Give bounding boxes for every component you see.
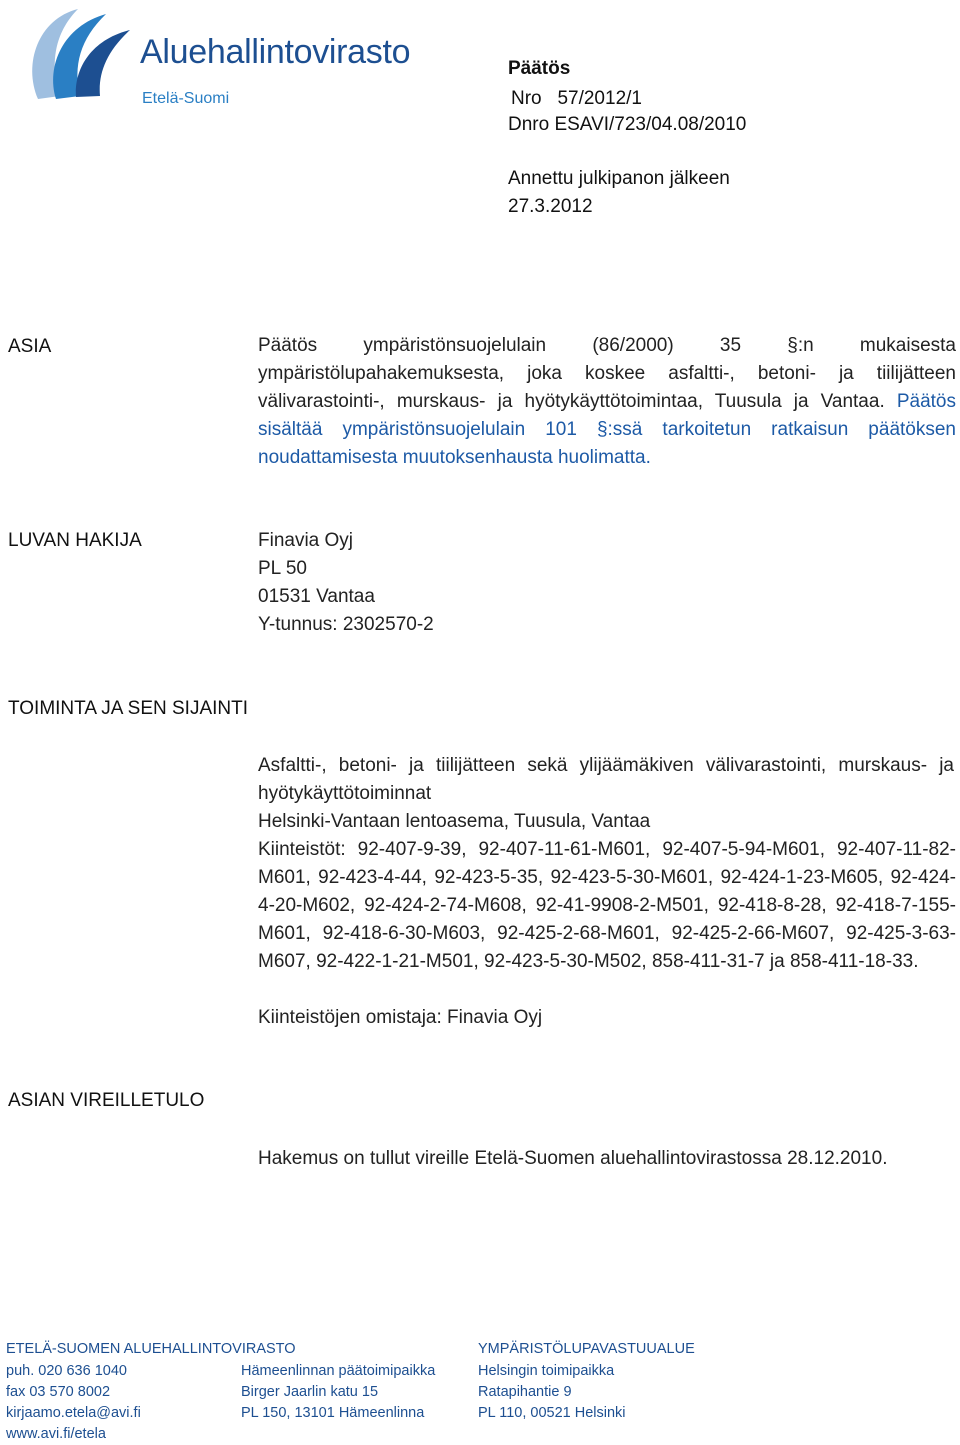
footer-phone: puh. 020 636 1040 — [6, 1363, 127, 1379]
aluehallintovirasto-logo-icon — [18, 4, 136, 104]
footer-office-postal: PL 110, 00521 Helsinki — [478, 1405, 626, 1421]
footer-email-link[interactable]: kirjaamo.etela@avi.fi — [6, 1405, 141, 1421]
given-label: Annettu julkipanon jälkeen — [508, 168, 730, 189]
section-label-hakija: LUVAN HAKIJA — [8, 530, 142, 551]
activity-text: Asfaltti-, betoni- ja tiilijätteen sekä ylijäämäkiven välivarastointi, murskaus- ja hyötykäyttötoiminnat — [258, 755, 954, 804]
applicant-postal: 01531 Vantaa — [258, 586, 375, 607]
applicant-business-id: Y-tunnus: 2302570-2 — [258, 614, 434, 635]
given-date: 27.3.2012 — [508, 196, 593, 217]
decision-number: Nro 57/2012/1 — [511, 88, 642, 109]
owner-text: Kiinteistöjen omistaja: Finavia Oyj — [258, 1007, 543, 1028]
section-text-asia — [258, 332, 956, 472]
logo-wordmark: Aluehallintovirasto — [140, 33, 411, 71]
vireilletulo-text: Hakemus on tullut vireille Etelä-Suomen aluehallintovirastossa 28.12.2010. — [258, 1148, 888, 1169]
applicant-name: Finavia Oyj — [258, 530, 354, 551]
applicant-po-box: PL 50 — [258, 558, 307, 579]
properties-text: Kiinteistöt: 92-407-9-39, 92-407-11-61-M601, 92-407-5-94-M601, 92-407-11-82-M601, 92-423-4-44, 92-423-5-35, 92-423-5-30-M601, 92-424-1-23-M605, 92-424-4-20-M602, 92-424-2-74-M608, 92-41-9908-2-M501, 92-418-8-28, 92-418-7-155-M601, 92-418-6-30-M603, 92-425-2-68-M601, 92-425-2-66-M607, 92-425-3-63-M607, 92-422-1-21-M501, 92-423-5-30-M502, 858-411-31-7 ja 858-411-18-33. — [258, 839, 956, 972]
footer-office-title: Helsingin toimipaikka — [478, 1363, 615, 1379]
footer-fax: fax 03 570 8002 — [6, 1384, 111, 1400]
dnro: Dnro ESAVI/723/04.08/2010 — [508, 114, 747, 135]
document-type: Päätös — [508, 58, 571, 79]
footer-hq-street: Birger Jaarlin katu 15 — [241, 1384, 379, 1400]
footer-col-helsinki — [478, 1361, 626, 1424]
footer-col-hameenlinna — [241, 1361, 435, 1424]
footer-hq-postal: PL 150, 13101 Hämeenlinna — [241, 1405, 425, 1421]
asia-text-main: Päätös ympäristönsuojelulain (86/2000) 35 §:n mukaisesta ympäristölupahakemuksesta, joka koskee asfaltti-, betoni- ja tiilijätteen välivarastointi-, murskaus- ja hyötykäyttötoimintaa, Tuusula ja Vantaa. — [258, 335, 956, 412]
section-label-vireilletulo: ASIAN VIREILLETULO — [8, 1090, 205, 1111]
footer-org: ETELÄ-SUOMEN ALUEHALLINTOVIRASTO — [6, 1341, 296, 1357]
location-text: Helsinki-Vantaan lentoasema, Tuusula, Vantaa — [258, 811, 651, 832]
footer-col-contact — [6, 1361, 141, 1445]
asia-text-appeal: Päätös sisältää ympäristönsuojelulain 101 §:ssä tarkoitetun ratkaisun päätöksen noudattamisesta muutoksenhausta huolimatta. — [258, 391, 956, 468]
footer-hq-title: Hämeenlinnan päätoimipaikka — [241, 1363, 436, 1379]
footer-website-link[interactable]: www.avi.fi/etela — [6, 1426, 106, 1442]
footer-office-street: Ratapihantie 9 — [478, 1384, 572, 1400]
section-label-asia: ASIA — [8, 336, 52, 357]
region-label: Etelä-Suomi — [142, 90, 230, 107]
footer-unit: YMPÄRISTÖLUPAVASTUUALUE — [478, 1341, 695, 1357]
section-label-toiminta: TOIMINTA JA SEN SIJAINTI — [8, 698, 249, 719]
